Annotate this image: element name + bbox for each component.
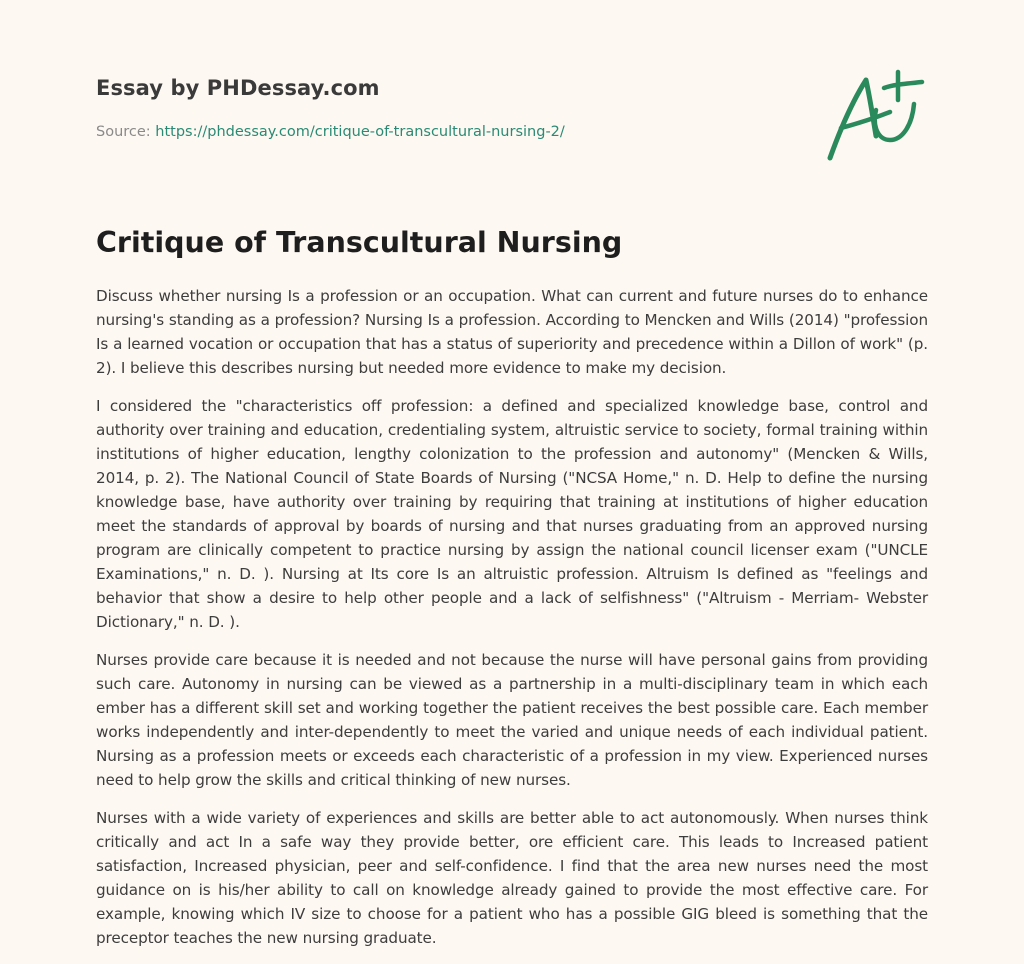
paragraph: Discuss whether nursing Is a profession or an occupation. What can current and future nurses do to enhance nursing's standing as a profession? Nursing Is a profession. According to Mencken and Wills (2014) "profession Is a learned vocation or occupation that has a status of superiority and precedence within a Dillon of work" (p. 2). I believe this describes nursing but needed more evidence to make my decision.: [96, 287, 928, 377]
article-body: [96, 284, 928, 964]
paragraph: Nurses with a wide variety of experiences and skills are better able to act autonomously. When nurses think critically and act In a safe way they provide better, ore efficient care. This leads to Increased patient satisfaction, Increased physician, peer and self-confidence. I find that the area new nurses need the most guidance on is his/her ability to call on knowledge already gained to provide the most effective care. For example, knowing which IV size to choose for a patient who has a possible GIG bleed is something that the preceptor teaches the new nursing graduate.: [96, 809, 928, 947]
article-title: Critique of Transcultural Nursing: [96, 226, 623, 259]
a-plus-grade-icon: [818, 68, 930, 164]
source-link[interactable]: https://phdessay.com/critique-of-transcultural-nursing-2/: [155, 124, 565, 140]
paragraph: Nurses provide care because it is needed and not because the nurse will have personal gains from providing such care. Autonomy in nursing can be viewed as a partnership in a multi-disciplinary team in which each ember has a different skill set and working together the patient receives the best possible care. Each member works independently and inter-dependently to meet the varied and unique needs of each individual patient. Nursing as a profession meets or exceeds each characteristic of a profession in my view. Experienced nurses need to help grow the skills and critical thinking of new nurses.: [96, 651, 928, 789]
source-label: Source:: [96, 124, 151, 140]
paragraph: I considered the "characteristics off profession: a defined and specialized knowledge base, control and authority over training and education, credentialing system, altruistic service to society, formal training within institutions of higher education, lengthy colonization to the profession and autonomy" (Mencken & Wills, 2014, p. 2). The National Council of State Boards of Nursing ("NCSA Home," n. D. Help to define the nursing knowledge base, have authority over training by requiring that training at institutions of higher education meet the standards of approval by boards of nursing and that nurses graduating from an approved nursing program are clinically competent to practice nursing by assign the national council licenser exam ("UNCLE Examinations," n. D. ). Nursing at Its core Is an altruistic profession. Altruism Is defined as "feelings and behavior that show a desire to help other people and a lack of selfishness" ("Altruism - Merriam- Webster Dictionary," n. D. ).: [96, 397, 928, 631]
brand-title: Essay by PHDessay.com: [96, 76, 380, 100]
source-line: [96, 124, 565, 140]
